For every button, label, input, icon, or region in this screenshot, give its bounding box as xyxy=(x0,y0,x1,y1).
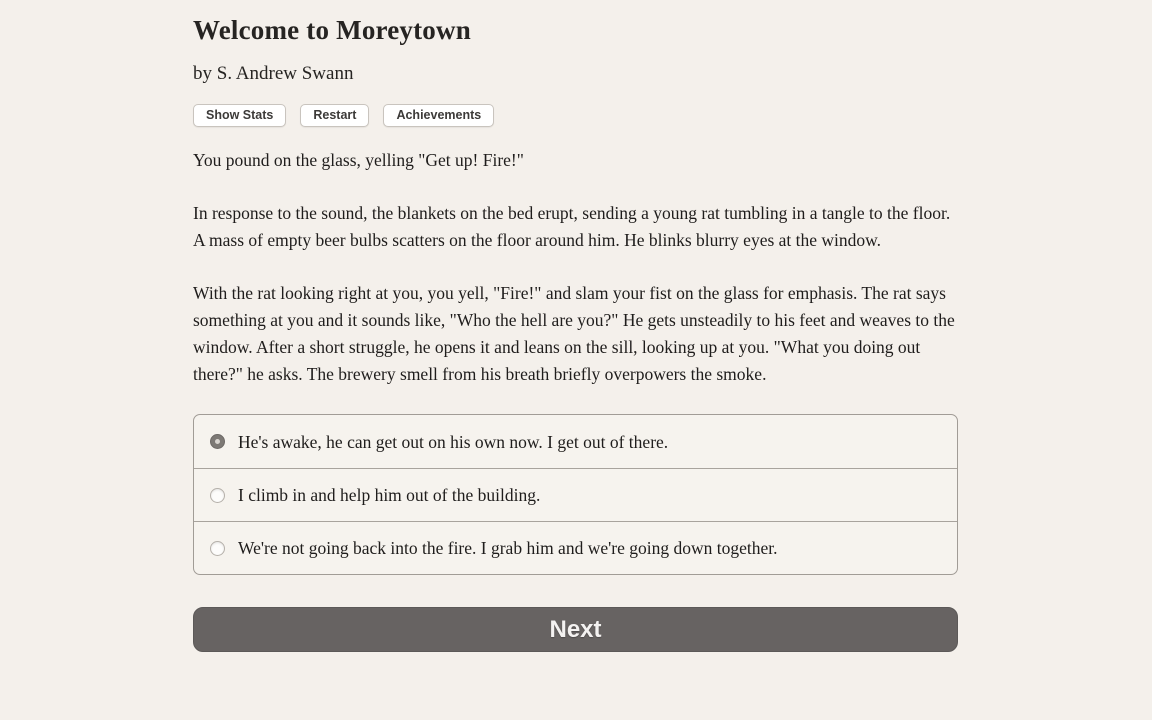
story-paragraph: With the rat looking right at you, you yell, "Fire!" and slam your fist on the glass for emphasis. The rat says something at you and it sounds like, "Who the hell are you?" He gets unsteadily to his feet and weaves to the window. After a short struggle, he opens it and leans on the sill, looking up at you. "What you doing out there?" he asks. The brewery smell from his breath briefly overpowers the smoke. xyxy=(193,283,955,385)
radio-button-icon[interactable] xyxy=(210,488,225,503)
choice-option-1[interactable] xyxy=(194,415,957,468)
choice-label: I climb in and help him out of the building. xyxy=(238,485,541,505)
choice-list xyxy=(193,414,958,575)
restart-button[interactable]: Restart xyxy=(300,104,369,127)
story-paragraph: You pound on the glass, yelling "Get up! Fire!" xyxy=(193,150,524,171)
toolbar xyxy=(193,104,958,127)
content-column xyxy=(193,0,958,652)
choice-option-2[interactable] xyxy=(194,468,957,521)
radio-button-icon[interactable] xyxy=(210,434,225,449)
page-title: Welcome to Moreytown xyxy=(193,15,471,45)
choice-label: He's awake, he can get out on his own now. I get out of there. xyxy=(238,431,669,452)
next-button[interactable]: Next xyxy=(193,607,958,652)
byline: by S. Andrew Swann xyxy=(193,63,354,84)
radio-button-icon[interactable] xyxy=(210,541,225,556)
show-stats-button[interactable]: Show Stats xyxy=(193,104,286,127)
choice-label: We're not going back into the fire. I grab him and we're going down together. xyxy=(238,538,778,558)
choice-option-3[interactable] xyxy=(194,521,957,574)
story-paragraph: In response to the sound, the blankets on the bed erupt, sending a young rat tumbling in a tangle to the floor. A mass of empty beer bulbs scatters on the floor around him. He blinks blurry eyes at the window. xyxy=(193,203,951,251)
story-text xyxy=(193,147,958,388)
achievements-button[interactable]: Achievements xyxy=(383,104,494,127)
